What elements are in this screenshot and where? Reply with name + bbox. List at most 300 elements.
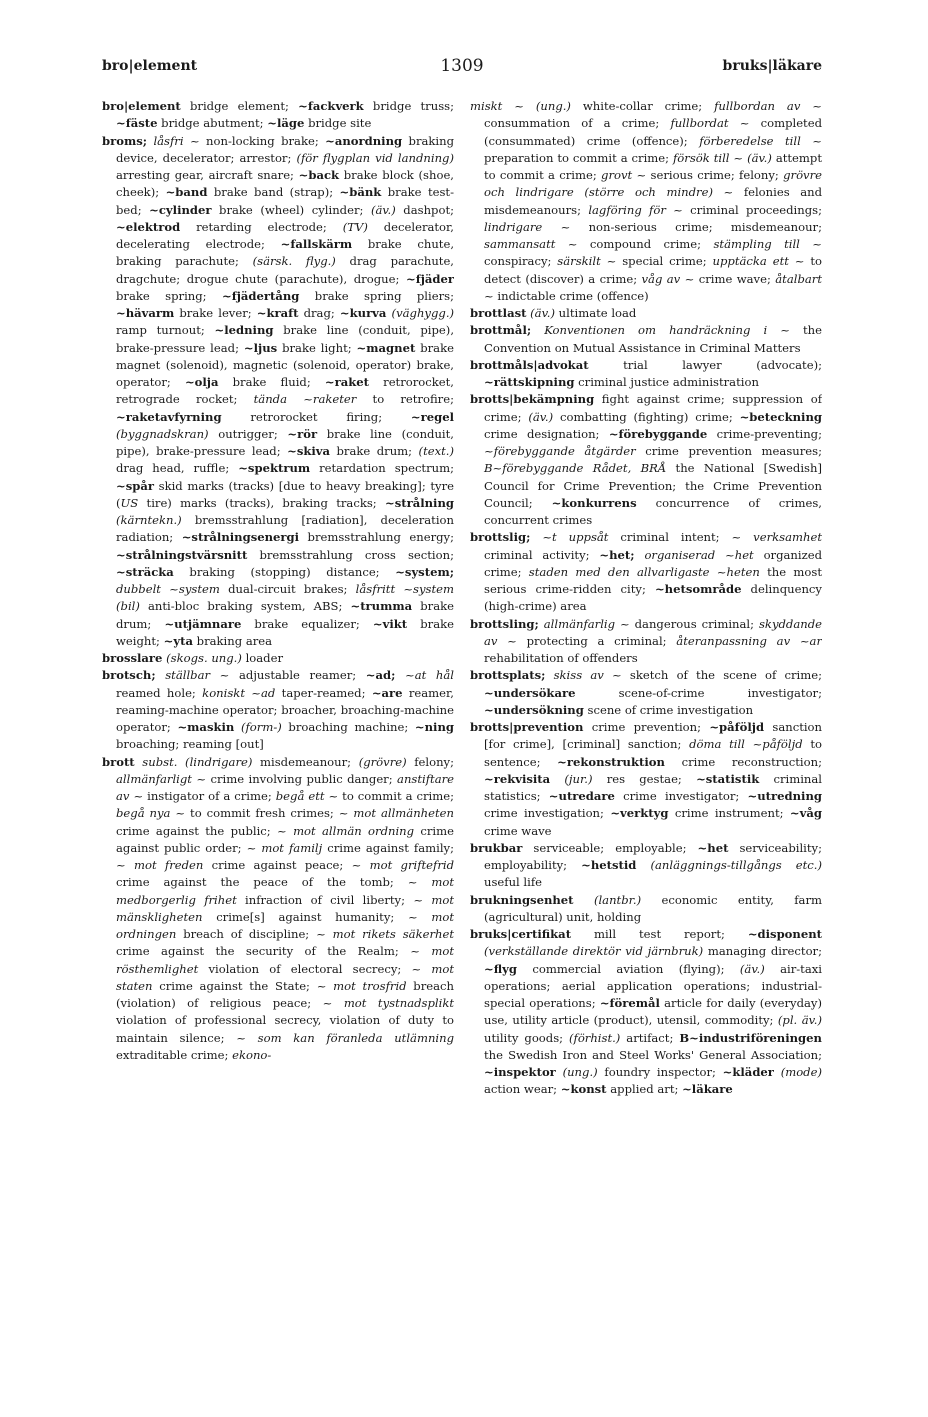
- right-column: [470, 98, 822, 1378]
- entry-text: brake fluid;: [218, 375, 325, 389]
- italic-label: ~ mot trosfrid: [316, 978, 407, 993]
- subentry-term: ~kurva: [339, 306, 387, 320]
- subentry-term: ~yta: [163, 633, 193, 648]
- entry-text: dashpot;: [395, 202, 454, 217]
- italic-label: (äv.): [370, 202, 396, 217]
- entry-text: brake drum;: [116, 599, 454, 631]
- subentry-term: ~are: [371, 685, 403, 700]
- italic-label: ~ mot freden: [116, 858, 204, 872]
- entry-text: [556, 1065, 563, 1079]
- entry-text: drag head, ruffle;: [116, 461, 239, 476]
- entry-text: combatting (fighting) crime;: [553, 409, 740, 424]
- entry-text: ultimate load: [554, 306, 637, 320]
- subentry-term: ~läkare: [682, 1082, 733, 1097]
- dictionary-entry: [470, 98, 822, 305]
- subentry-term: ~fjäder: [406, 271, 454, 286]
- subentry-term: ~vikt: [372, 616, 408, 631]
- dictionary-entry: [470, 529, 822, 615]
- italic-label: (kärntekn.): [116, 513, 182, 527]
- entry-text: drag parachute, dragchute; drogue chute (parachute), drogue;: [116, 254, 454, 286]
- headword: brukbar: [470, 840, 523, 855]
- subentry-term: ~utjämnare: [164, 616, 242, 631]
- entry-text: bridge abutment;: [157, 116, 268, 131]
- entry-text: dangerous criminal;: [629, 616, 759, 631]
- headword: brottmåls|advokat: [470, 357, 589, 372]
- entry-text: crime against the public;: [116, 823, 278, 838]
- italic-label: döma till ~påföljd: [689, 737, 803, 752]
- italic-label: (text.): [418, 444, 454, 458]
- subentry-term: ~rekonstruktion: [557, 754, 665, 769]
- headword: brotsch;: [102, 668, 156, 683]
- italic-label: ~ mot rösthemlighet: [116, 944, 454, 976]
- entry-text: brake chute, braking parachute;: [116, 237, 454, 269]
- italic-label: åtalbart ~: [484, 271, 822, 303]
- entry-text: brake spring;: [116, 288, 222, 303]
- italic-label: fullbordat ~: [670, 116, 750, 131]
- entry-text: criminal activity;: [484, 547, 600, 562]
- headword: brottmål;: [470, 323, 532, 338]
- subentry-term: ~back: [298, 168, 340, 182]
- subentry-term: ~utredning: [747, 789, 822, 803]
- subentry-term: ~konst: [560, 1082, 607, 1097]
- italic-label: (förhist.): [569, 1030, 621, 1045]
- entry-text: retrorocket, retrograde rocket;: [116, 375, 454, 407]
- entry-text: outrigger;: [208, 426, 288, 441]
- dictionary-entry: [102, 98, 454, 133]
- italic-label: ~ mot griftefrid: [351, 858, 454, 872]
- italic-label: ~ mot rikets säkerhet: [316, 927, 454, 941]
- entry-text: [550, 772, 564, 786]
- entry-text: brake line (conduit, pipe), brake-pressure lead;: [116, 323, 454, 355]
- entry-text: commercial aviation (flying);: [517, 961, 740, 976]
- italic-label: (äv.): [739, 961, 765, 976]
- subentry-term: ~ad;: [365, 668, 396, 683]
- italic-label: tända ~raketer: [253, 392, 357, 407]
- entry-text: retardation spectrum;: [310, 461, 454, 476]
- subentry-term: ~maskin: [177, 720, 235, 734]
- subentry-term: ~påföljd: [709, 720, 765, 734]
- entry-text: compound crime;: [577, 237, 714, 251]
- subentry-term: ~ljus: [243, 340, 278, 355]
- entry-text: ramp turnout;: [116, 323, 215, 338]
- entry-text: sanction [for crime], [criminal] sanction;: [484, 720, 822, 752]
- italic-label: (pl. äv.): [777, 1013, 822, 1028]
- entry-text: infraction of civil liberty;: [236, 892, 414, 907]
- entry-text: crime prevention measures;: [635, 444, 822, 458]
- italic-label: ~ som kan föranleda utlämning: [236, 1030, 454, 1045]
- subentry-term: ~regel: [410, 409, 454, 424]
- dictionary-entry: [470, 926, 822, 1099]
- italic-label: (TV): [342, 219, 368, 234]
- entry-text: skid marks (tracks) [due to heavy breaking]; tyre (: [116, 478, 454, 510]
- entry-text: artifact;: [620, 1030, 680, 1045]
- entry-text: breach of discipline;: [176, 927, 317, 941]
- italic-label: dubbelt ~system: [116, 582, 220, 596]
- entry-text: crime wave;: [694, 271, 776, 286]
- entry-text: instigator of a crime;: [143, 789, 276, 803]
- italic-label: subst. (lindrigare): [142, 754, 253, 769]
- subentry-term: ~band: [165, 185, 208, 200]
- headword: brottsplats;: [470, 668, 546, 683]
- entry-text: fight against crime; suppression of crime;: [484, 392, 822, 424]
- italic-label: B~förebyggande Rådet, BRÅ: [484, 461, 667, 476]
- entry-text: retarding electrode;: [180, 219, 343, 234]
- entry-text: brake weight;: [116, 616, 454, 648]
- italic-label: ~ mot familj: [246, 840, 323, 855]
- entry-text: criminal justice administration: [574, 375, 759, 389]
- entry-text: arresting gear, aircraft snare;: [116, 168, 299, 182]
- dictionary-entry: [102, 133, 454, 651]
- subentry-term: ~ledning: [214, 323, 274, 338]
- italic-label: staden med den allvarligaste ~heten: [528, 564, 760, 579]
- dictionary-entry: [102, 754, 454, 1065]
- italic-label: ~ verksamhet: [731, 530, 822, 545]
- italic-label: (byggnadskran): [116, 426, 209, 441]
- dictionary-entry: [470, 322, 822, 357]
- subentry-term: ~utredare: [548, 789, 615, 803]
- headword: brosslare: [102, 651, 163, 665]
- entry-text: bremsstrahlung [radiation], deceleration radiation;: [116, 513, 454, 545]
- italic-label: ~förebyggande åtgärder: [484, 444, 636, 458]
- entry-text: bridge site: [304, 116, 372, 131]
- italic-label: återanpassning av ~ar: [676, 633, 822, 648]
- entry-text: violation of electoral secrecy;: [198, 961, 412, 976]
- italic-label: ~ mot allmän ordning: [277, 823, 415, 838]
- subentry-term: ~raketavfyrning: [116, 409, 222, 424]
- italic-label: (verkställande direktör vid järnbruk): [484, 944, 704, 959]
- entry-text: broaching; reaming [out]: [116, 737, 264, 752]
- entry-text: [635, 548, 645, 562]
- subentry-term: ~strålningsenergi: [181, 530, 300, 545]
- entry-text: to sentence;: [484, 737, 822, 769]
- entry-text: loader: [241, 651, 284, 665]
- entry-text: criminal proceedings;: [682, 202, 822, 217]
- entry-text: to retrofire;: [356, 392, 454, 407]
- entry-text: crime investigation;: [484, 806, 611, 821]
- headword: bro|element: [102, 99, 181, 113]
- entry-text: attempt to commit a crime;: [484, 150, 822, 182]
- entry-text: violation of professional secrecy, violation of duty to maintain silence;: [116, 1013, 454, 1045]
- entry-text: broaching machine;: [281, 720, 415, 734]
- subentry-term: ~cylinder: [149, 202, 212, 217]
- entry-text: special crime;: [616, 254, 713, 269]
- entry-text: indictable crime (offence): [493, 288, 649, 303]
- entry-text: braking device, decelerator; arrestor;: [116, 133, 454, 165]
- subentry-term: ~beteckning: [739, 409, 822, 424]
- subentry-term: ~olja: [184, 375, 219, 389]
- entry-text: conspiracy;: [484, 254, 558, 269]
- italic-label: Konventionen om handräckning i ~: [544, 323, 790, 338]
- entry-text: braking (stopping) distance;: [173, 564, 396, 579]
- entry-text: scene of crime investigation: [583, 702, 754, 717]
- subentry-term: ~rör: [287, 426, 318, 441]
- subentry-term: ~fackverk: [298, 99, 364, 113]
- entry-text: crime prevention;: [583, 720, 710, 734]
- italic-label: miskt ~ (ung.): [470, 99, 571, 113]
- dictionary-entry: [470, 840, 822, 892]
- entry-text: brake lever;: [174, 306, 257, 320]
- subentry-term: ~statistik: [696, 771, 760, 786]
- entry-text: reamer, reaming-machine operator; broacher, broaching-machine operator;: [116, 685, 454, 734]
- left-column: [102, 98, 454, 1378]
- dictionary-entry: [470, 305, 822, 322]
- entry-text: [774, 1065, 781, 1079]
- entry-text: delinquency (high-crime) area: [484, 582, 822, 614]
- italic-label: ekono-: [232, 1047, 272, 1062]
- italic-label: upptäcka ett ~: [712, 254, 805, 269]
- dictionary-entry: [470, 616, 822, 668]
- subentry-term: ~hetsområde: [654, 582, 742, 596]
- entry-text: reamed hole;: [116, 685, 203, 700]
- headword: brukningsenhet: [470, 892, 574, 907]
- entry-text: protecting a criminal;: [516, 633, 677, 648]
- subentry-term: ~system;: [395, 564, 454, 579]
- entry-text: non-serious crime; misdemeanour;: [570, 219, 822, 234]
- entry-text: applied art;: [606, 1082, 683, 1097]
- dictionary-entry: [470, 719, 822, 840]
- left-guide-word: bro|element: [102, 58, 198, 74]
- entry-text: [156, 668, 166, 682]
- subentry-term: ~het;: [599, 547, 635, 562]
- italic-label: allmänfarlig ~: [543, 616, 630, 631]
- headword: brottlast: [470, 306, 527, 320]
- entry-text: completed (consummated) crime (offence);: [484, 116, 822, 148]
- entry-text: article for daily (everyday) use, utility article (product), utensil, commodity;: [484, 996, 822, 1028]
- headword: brottsling;: [470, 616, 539, 631]
- subentry-term: ~förebyggande: [608, 426, 708, 441]
- entry-text: taper-reamed;: [275, 685, 372, 700]
- right-guide-word: bruks|läkare: [722, 58, 822, 74]
- entry-text: brake magnet (solenoid), magnetic (solenoid, operator) brake, operator;: [116, 340, 454, 389]
- entry-text: brake (wheel) cylinder;: [211, 202, 371, 217]
- entry-text: [636, 858, 650, 872]
- italic-label: lagföring för ~: [588, 202, 683, 217]
- subentry-term: ~rekvisita: [484, 771, 551, 786]
- subentry-term: ~het: [697, 840, 729, 855]
- italic-label: (grövre): [358, 754, 407, 769]
- entry-text: serious crime; felony;: [646, 168, 784, 182]
- subentry-term: ~disponent: [747, 927, 822, 941]
- entry-text: sketch of the scene of crime;: [621, 668, 822, 683]
- page-header: [102, 58, 822, 82]
- entry-text: brake line (conduit, pipe), brake-pressure lead;: [116, 426, 454, 458]
- subentry-term: ~spektrum: [238, 461, 311, 476]
- italic-label: (lantbr.): [593, 892, 642, 907]
- entry-text: the Convention on Mutual Assistance in Criminal Matters: [484, 323, 822, 355]
- entry-text: crime[s] against humanity;: [202, 909, 408, 924]
- entry-text: bridge element;: [180, 99, 299, 113]
- subentry-term: ~våg: [789, 806, 822, 821]
- entry-text: crime-preventing;: [707, 426, 822, 441]
- subentry-term: ~fäste: [116, 116, 158, 131]
- subentry-term: ~kraft: [256, 306, 299, 320]
- italic-label: ~t uppsåt: [542, 530, 609, 545]
- subentry-term: ~skiva: [287, 444, 331, 458]
- headword: bruks|certifikat: [470, 927, 572, 941]
- subentry-term: ~föremål: [599, 996, 660, 1010]
- entry-text: the National [Swedish] Council for Crime Prevention; the Crime Prevention Council;: [484, 461, 822, 510]
- italic-label: begå ett ~: [275, 789, 339, 803]
- subentry-term: ~bänk: [339, 185, 382, 200]
- subentry-term: ~verktyg: [610, 806, 669, 821]
- entry-text: drag;: [298, 306, 340, 320]
- italic-label: (skogs. ung.): [166, 651, 242, 665]
- italic-label: ~ mot medborgerlig frihet: [116, 875, 454, 907]
- italic-label: begå nya ~: [116, 806, 186, 821]
- subentry-term: ~inspektor: [484, 1065, 556, 1079]
- subentry-term: ~konkurrens: [551, 495, 637, 510]
- italic-label: (jur.): [564, 771, 593, 786]
- headword: brott: [102, 754, 135, 769]
- italic-label: våg av ~: [641, 271, 695, 286]
- entry-text: crime against the security of the Realm;: [116, 944, 411, 959]
- headword: brotts|bekämpning: [470, 392, 595, 407]
- entry-text: brake band (strap);: [207, 185, 340, 200]
- entry-text: bridge truss;: [363, 99, 454, 113]
- subentry-term: ~strålningstvärsnitt: [116, 547, 248, 562]
- italic-label: sammansatt ~: [484, 237, 578, 251]
- entry-text: non-locking brake;: [199, 133, 326, 148]
- dictionary-entry: [470, 391, 822, 529]
- headword: brottslig;: [470, 530, 531, 545]
- dictionary-entry: [470, 357, 822, 392]
- subentry-term: ~spår: [116, 478, 154, 493]
- headword: brotts|prevention: [470, 720, 584, 734]
- entry-text: crime against family;: [322, 840, 454, 855]
- italic-label: (särsk. flyg.): [252, 254, 336, 269]
- entry-text: useful life: [484, 875, 542, 890]
- italic-label: (mode): [780, 1065, 822, 1079]
- entry-text: decelerator, decelerating electrode;: [116, 219, 454, 251]
- italic-label: (form-): [240, 720, 282, 734]
- entry-text: foundry inspector;: [597, 1065, 723, 1079]
- entry-text: crime wave: [484, 823, 552, 838]
- italic-label: allmänfarligt ~: [116, 771, 207, 786]
- entry-text: organized crime;: [484, 547, 822, 579]
- entry-text: [574, 893, 594, 907]
- subentry-term: ~rättskipning: [484, 375, 575, 389]
- entry-text: to commit fresh crimes;: [185, 806, 339, 821]
- entry-text: rehabilitation of offenders: [484, 651, 638, 665]
- entry-text: serviceability; employability;: [484, 840, 822, 872]
- italic-label: ~ mot tystnadsplikt: [322, 996, 454, 1010]
- entry-text: [531, 323, 544, 337]
- italic-label: särskilt ~: [557, 254, 617, 269]
- entry-text: consummation of a crime;: [484, 116, 671, 131]
- italic-label: (ung.): [562, 1065, 598, 1079]
- entry-text: brake light;: [277, 340, 357, 355]
- subentry-term: ~flyg: [484, 961, 517, 976]
- entry-text: felonies and misdemeanours;: [484, 185, 822, 217]
- italic-label: (äv.): [528, 409, 554, 424]
- entry-text: crime against the State;: [152, 978, 317, 993]
- italic-label: försök till ~ (äv.): [673, 150, 772, 165]
- subentry-term: ~hävarm: [116, 306, 175, 320]
- italic-label: anstiftare av ~: [116, 771, 454, 803]
- entry-text: res gestae;: [592, 771, 697, 786]
- entry-text: crime investigator;: [614, 789, 748, 803]
- entry-text: adjustable reamer;: [229, 668, 366, 683]
- entry-text: dual-circuit brakes;: [219, 582, 356, 596]
- italic-label: grovt ~: [601, 168, 647, 182]
- entry-text: [234, 720, 241, 734]
- entry-text: [530, 530, 542, 544]
- headword: broms;: [102, 133, 148, 148]
- entry-text: preparation to commit a crime;: [484, 150, 673, 165]
- entry-text: serviceable; employable;: [522, 840, 698, 855]
- subentry-term: ~elektrod: [116, 219, 181, 234]
- subentry-term: B~industriföreningen: [679, 1030, 822, 1045]
- entry-text: air-taxi operations; aerial application operations; industrial-special operations;: [484, 961, 822, 1010]
- entry-text: anti-bloc braking system, ABS;: [139, 599, 351, 614]
- italic-label: organiserad ~het: [644, 547, 754, 562]
- subentry-term: ~undersökare: [484, 685, 576, 700]
- italic-label: fullbordan av ~: [714, 99, 822, 113]
- entry-text: to detect (discover) a crime;: [484, 254, 822, 286]
- entry-text: crime against the peace of the tomb;: [116, 875, 408, 890]
- entry-text: criminal intent;: [608, 530, 732, 545]
- subentry-term: ~anordning: [325, 133, 403, 148]
- entry-text: concurrence of crimes, concurrent crimes: [484, 495, 822, 527]
- entry-text: crime instrument;: [668, 806, 790, 821]
- entry-text: breach (violation) of religious peace;: [116, 978, 454, 1010]
- entry-text: trial lawyer (advocate);: [588, 357, 822, 372]
- entry-text: crime against public order;: [116, 823, 454, 855]
- subentry-term: ~kläder: [722, 1065, 774, 1079]
- entry-text: tire) marks (tracks), braking tracks;: [138, 495, 385, 510]
- entry-text: crime designation;: [484, 426, 609, 441]
- italic-label: låsfri ~: [153, 133, 200, 148]
- entry-text: [545, 668, 553, 682]
- entry-text: crime involving public danger;: [206, 771, 398, 786]
- entry-text: [395, 668, 405, 682]
- dictionary-entry: [102, 650, 454, 667]
- italic-label: grövre och lindrigare (större och mindre) ~: [484, 168, 822, 200]
- entry-text: braking area: [192, 633, 273, 648]
- entry-text: bremsstrahlung energy;: [299, 530, 454, 545]
- entry-text: to commit a crime;: [338, 789, 454, 803]
- page-number: 1309: [440, 56, 484, 76]
- italic-label: ~ mot staten: [116, 961, 454, 993]
- italic-label: koniskt ~ad: [202, 685, 276, 700]
- entry-text: brake equalizer;: [241, 616, 373, 631]
- italic-label: ~ mot allmänheten: [338, 806, 454, 821]
- entry-text: brake block (shoe, cheek);: [116, 168, 454, 200]
- entry-text: brake spring pliers;: [299, 288, 454, 303]
- entry-text: managing director;: [703, 944, 822, 959]
- entry-text: mill test report;: [571, 927, 748, 941]
- entry-text: bremsstrahlung cross section;: [247, 547, 454, 562]
- italic-label: lindrigare ~: [484, 219, 571, 234]
- subentry-term: ~fjädertång: [222, 288, 300, 303]
- italic-label: (anläggnings-tillgångs etc.): [650, 858, 822, 872]
- subentry-term: ~sträcka: [116, 564, 174, 579]
- entry-text: brake drum;: [330, 444, 419, 458]
- italic-label: låsfritt ~system (bil): [116, 582, 454, 614]
- italic-label: US: [120, 495, 139, 510]
- italic-label: skiss av ~: [553, 668, 622, 683]
- entry-text: brake test-bed;: [116, 185, 454, 217]
- italic-label: ~ mot ordningen: [116, 909, 454, 941]
- entry-text: action wear;: [484, 1082, 561, 1097]
- entry-text: crime reconstruction;: [664, 754, 822, 769]
- entry-text: white-collar crime;: [570, 99, 715, 113]
- subentry-term: ~hetstid: [581, 858, 637, 872]
- subentry-term: ~undersökning: [484, 702, 584, 717]
- subentry-term: ~raket: [324, 375, 370, 389]
- italic-label: (för flygplan vid landning): [296, 150, 454, 165]
- entry-text: scene-of-crime investigator;: [575, 685, 822, 700]
